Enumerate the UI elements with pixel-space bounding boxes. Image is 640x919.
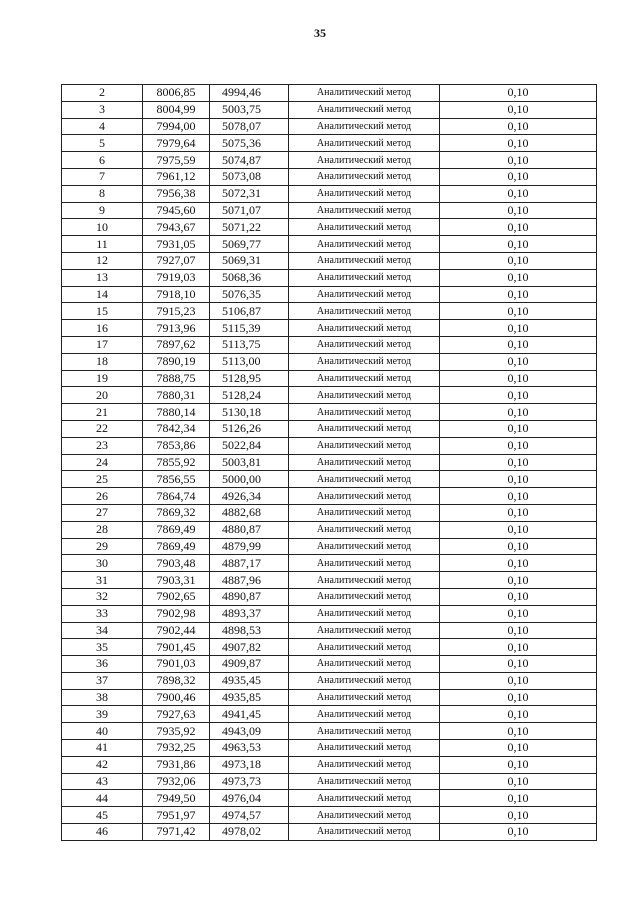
x-coordinate-cell: 7943,67	[143, 219, 210, 236]
accuracy-cell: 0,10	[440, 269, 597, 286]
accuracy-cell: 0,10	[440, 286, 597, 303]
accuracy-cell: 0,10	[440, 504, 597, 521]
table-row	[62, 420, 597, 437]
x-coordinate-cell: 7869,32	[143, 504, 210, 521]
accuracy-cell: 0,10	[440, 672, 597, 689]
point-number-cell: 13	[62, 269, 143, 286]
x-coordinate-cell: 7935,92	[143, 723, 210, 740]
accuracy-cell: 0,10	[440, 488, 597, 505]
method-cell: Аналитический метод	[289, 572, 440, 589]
y-coordinate-cell: 4882,68	[210, 504, 289, 521]
point-number-cell: 16	[62, 320, 143, 337]
table-row	[62, 370, 597, 387]
table-row	[62, 756, 597, 773]
y-coordinate-cell: 4973,73	[210, 773, 289, 790]
y-coordinate-cell: 5126,26	[210, 420, 289, 437]
x-coordinate-cell: 7931,86	[143, 756, 210, 773]
y-coordinate-cell: 5069,77	[210, 236, 289, 253]
point-number-cell: 35	[62, 639, 143, 656]
point-number-cell: 44	[62, 790, 143, 807]
x-coordinate-cell: 7864,74	[143, 488, 210, 505]
accuracy-cell: 0,10	[440, 370, 597, 387]
x-coordinate-cell: 7927,07	[143, 252, 210, 269]
y-coordinate-cell: 4976,04	[210, 790, 289, 807]
point-number-cell: 7	[62, 168, 143, 185]
x-coordinate-cell: 7842,34	[143, 420, 210, 437]
method-cell: Аналитический метод	[289, 252, 440, 269]
y-coordinate-cell: 5000,00	[210, 471, 289, 488]
point-number-cell: 24	[62, 454, 143, 471]
accuracy-cell: 0,10	[440, 236, 597, 253]
table-row	[62, 135, 597, 152]
accuracy-cell: 0,10	[440, 320, 597, 337]
method-cell: Аналитический метод	[289, 807, 440, 824]
point-number-cell: 40	[62, 723, 143, 740]
accuracy-cell: 0,10	[440, 387, 597, 404]
y-coordinate-cell: 4898,53	[210, 622, 289, 639]
accuracy-cell: 0,10	[440, 689, 597, 706]
method-cell: Аналитический метод	[289, 202, 440, 219]
point-number-cell: 26	[62, 488, 143, 505]
x-coordinate-cell: 7890,19	[143, 353, 210, 370]
method-cell: Аналитический метод	[289, 672, 440, 689]
method-cell: Аналитический метод	[289, 101, 440, 118]
point-number-cell: 32	[62, 588, 143, 605]
method-cell: Аналитический метод	[289, 85, 440, 102]
method-cell: Аналитический метод	[289, 605, 440, 622]
method-cell: Аналитический метод	[289, 168, 440, 185]
x-coordinate-cell: 7853,86	[143, 437, 210, 454]
point-number-cell: 29	[62, 538, 143, 555]
table-row	[62, 723, 597, 740]
y-coordinate-cell: 4943,09	[210, 723, 289, 740]
y-coordinate-cell: 4887,17	[210, 555, 289, 572]
accuracy-cell: 0,10	[440, 85, 597, 102]
method-cell: Аналитический метод	[289, 387, 440, 404]
accuracy-cell: 0,10	[440, 336, 597, 353]
table-row	[62, 404, 597, 421]
table-row	[62, 521, 597, 538]
table-row	[62, 588, 597, 605]
table-row	[62, 336, 597, 353]
x-coordinate-cell: 7897,62	[143, 336, 210, 353]
table-row	[62, 101, 597, 118]
method-cell: Аналитический метод	[289, 135, 440, 152]
x-coordinate-cell: 7961,12	[143, 168, 210, 185]
point-number-cell: 10	[62, 219, 143, 236]
point-number-cell: 31	[62, 572, 143, 589]
method-cell: Аналитический метод	[289, 336, 440, 353]
table-row	[62, 236, 597, 253]
accuracy-cell: 0,10	[440, 588, 597, 605]
table-row	[62, 118, 597, 135]
point-number-cell: 33	[62, 605, 143, 622]
accuracy-cell: 0,10	[440, 740, 597, 757]
x-coordinate-cell: 7918,10	[143, 286, 210, 303]
table-row	[62, 471, 597, 488]
accuracy-cell: 0,10	[440, 656, 597, 673]
coordinates-table-body	[62, 85, 597, 841]
accuracy-cell: 0,10	[440, 101, 597, 118]
table-row	[62, 286, 597, 303]
x-coordinate-cell: 7994,00	[143, 118, 210, 135]
method-cell: Аналитический метод	[289, 236, 440, 253]
x-coordinate-cell: 7915,23	[143, 303, 210, 320]
y-coordinate-cell: 5106,87	[210, 303, 289, 320]
point-number-cell: 17	[62, 336, 143, 353]
table-row	[62, 807, 597, 824]
method-cell: Аналитический метод	[289, 437, 440, 454]
point-number-cell: 45	[62, 807, 143, 824]
y-coordinate-cell: 5071,07	[210, 202, 289, 219]
point-number-cell: 39	[62, 706, 143, 723]
method-cell: Аналитический метод	[289, 706, 440, 723]
y-coordinate-cell: 5128,24	[210, 387, 289, 404]
point-number-cell: 27	[62, 504, 143, 521]
table-row	[62, 252, 597, 269]
table-row	[62, 269, 597, 286]
y-coordinate-cell: 4909,87	[210, 656, 289, 673]
x-coordinate-cell: 7927,63	[143, 706, 210, 723]
accuracy-cell: 0,10	[440, 303, 597, 320]
y-coordinate-cell: 5071,22	[210, 219, 289, 236]
x-coordinate-cell: 7951,97	[143, 807, 210, 824]
accuracy-cell: 0,10	[440, 790, 597, 807]
x-coordinate-cell: 7869,49	[143, 521, 210, 538]
accuracy-cell: 0,10	[440, 437, 597, 454]
method-cell: Аналитический метод	[289, 320, 440, 337]
accuracy-cell: 0,10	[440, 118, 597, 135]
point-number-cell: 46	[62, 824, 143, 841]
point-number-cell: 30	[62, 555, 143, 572]
table-row	[62, 538, 597, 555]
accuracy-cell: 0,10	[440, 152, 597, 169]
accuracy-cell: 0,10	[440, 639, 597, 656]
y-coordinate-cell: 5073,08	[210, 168, 289, 185]
point-number-cell: 9	[62, 202, 143, 219]
y-coordinate-cell: 4880,87	[210, 521, 289, 538]
point-number-cell: 28	[62, 521, 143, 538]
table-row	[62, 824, 597, 841]
y-coordinate-cell: 4893,37	[210, 605, 289, 622]
method-cell: Аналитический метод	[289, 588, 440, 605]
y-coordinate-cell: 4887,96	[210, 572, 289, 589]
table-row	[62, 656, 597, 673]
method-cell: Аналитический метод	[289, 504, 440, 521]
table-row	[62, 353, 597, 370]
table-row	[62, 740, 597, 757]
y-coordinate-cell: 5022,84	[210, 437, 289, 454]
table-row	[62, 202, 597, 219]
point-number-cell: 34	[62, 622, 143, 639]
point-number-cell: 14	[62, 286, 143, 303]
accuracy-cell: 0,10	[440, 521, 597, 538]
point-number-cell: 18	[62, 353, 143, 370]
accuracy-cell: 0,10	[440, 185, 597, 202]
point-number-cell: 43	[62, 773, 143, 790]
table-row	[62, 185, 597, 202]
accuracy-cell: 0,10	[440, 807, 597, 824]
accuracy-cell: 0,10	[440, 773, 597, 790]
x-coordinate-cell: 7880,31	[143, 387, 210, 404]
table-row	[62, 168, 597, 185]
method-cell: Аналитический метод	[289, 538, 440, 555]
method-cell: Аналитический метод	[289, 303, 440, 320]
method-cell: Аналитический метод	[289, 656, 440, 673]
page-number: 35	[314, 26, 326, 40]
x-coordinate-cell: 7898,32	[143, 672, 210, 689]
y-coordinate-cell: 5113,75	[210, 336, 289, 353]
point-number-cell: 2	[62, 85, 143, 102]
method-cell: Аналитический метод	[289, 152, 440, 169]
accuracy-cell: 0,10	[440, 454, 597, 471]
x-coordinate-cell: 7903,31	[143, 572, 210, 589]
accuracy-cell: 0,10	[440, 168, 597, 185]
y-coordinate-cell: 5003,75	[210, 101, 289, 118]
x-coordinate-cell: 7931,05	[143, 236, 210, 253]
y-coordinate-cell: 4935,85	[210, 689, 289, 706]
table-row	[62, 437, 597, 454]
point-number-cell: 5	[62, 135, 143, 152]
y-coordinate-cell: 5113,00	[210, 353, 289, 370]
table-row	[62, 555, 597, 572]
point-number-cell: 38	[62, 689, 143, 706]
x-coordinate-cell: 7932,06	[143, 773, 210, 790]
accuracy-cell: 0,10	[440, 404, 597, 421]
x-coordinate-cell: 7903,48	[143, 555, 210, 572]
y-coordinate-cell: 5069,31	[210, 252, 289, 269]
accuracy-cell: 0,10	[440, 135, 597, 152]
point-number-cell: 15	[62, 303, 143, 320]
table-row	[62, 488, 597, 505]
table-row	[62, 622, 597, 639]
accuracy-cell: 0,10	[440, 538, 597, 555]
method-cell: Аналитический метод	[289, 420, 440, 437]
point-number-cell: 20	[62, 387, 143, 404]
method-cell: Аналитический метод	[289, 118, 440, 135]
table-row	[62, 219, 597, 236]
x-coordinate-cell: 7902,44	[143, 622, 210, 639]
method-cell: Аналитический метод	[289, 622, 440, 639]
x-coordinate-cell: 7975,59	[143, 152, 210, 169]
x-coordinate-cell: 8006,85	[143, 85, 210, 102]
y-coordinate-cell: 5074,87	[210, 152, 289, 169]
table-row	[62, 320, 597, 337]
point-number-cell: 11	[62, 236, 143, 253]
method-cell: Аналитический метод	[289, 488, 440, 505]
table-row	[62, 85, 597, 102]
accuracy-cell: 0,10	[440, 756, 597, 773]
accuracy-cell: 0,10	[440, 572, 597, 589]
y-coordinate-cell: 5072,31	[210, 185, 289, 202]
y-coordinate-cell: 4978,02	[210, 824, 289, 841]
method-cell: Аналитический метод	[289, 219, 440, 236]
accuracy-cell: 0,10	[440, 471, 597, 488]
point-number-cell: 41	[62, 740, 143, 757]
y-coordinate-cell: 4907,82	[210, 639, 289, 656]
table-row	[62, 387, 597, 404]
x-coordinate-cell: 7956,38	[143, 185, 210, 202]
method-cell: Аналитический метод	[289, 185, 440, 202]
method-cell: Аналитический метод	[289, 454, 440, 471]
x-coordinate-cell: 7888,75	[143, 370, 210, 387]
x-coordinate-cell: 8004,99	[143, 101, 210, 118]
x-coordinate-cell: 7919,03	[143, 269, 210, 286]
point-number-cell: 12	[62, 252, 143, 269]
method-cell: Аналитический метод	[289, 639, 440, 656]
table-row	[62, 790, 597, 807]
y-coordinate-cell: 4963,53	[210, 740, 289, 757]
x-coordinate-cell: 7856,55	[143, 471, 210, 488]
method-cell: Аналитический метод	[289, 555, 440, 572]
table-row	[62, 689, 597, 706]
accuracy-cell: 0,10	[440, 420, 597, 437]
table-row	[62, 672, 597, 689]
y-coordinate-cell: 4994,46	[210, 85, 289, 102]
table-row	[62, 152, 597, 169]
accuracy-cell: 0,10	[440, 219, 597, 236]
x-coordinate-cell: 7869,49	[143, 538, 210, 555]
accuracy-cell: 0,10	[440, 622, 597, 639]
y-coordinate-cell: 4973,18	[210, 756, 289, 773]
method-cell: Аналитический метод	[289, 286, 440, 303]
table-row	[62, 454, 597, 471]
method-cell: Аналитический метод	[289, 353, 440, 370]
x-coordinate-cell: 7932,25	[143, 740, 210, 757]
point-number-cell: 21	[62, 404, 143, 421]
method-cell: Аналитический метод	[289, 689, 440, 706]
method-cell: Аналитический метод	[289, 773, 440, 790]
y-coordinate-cell: 5130,18	[210, 404, 289, 421]
y-coordinate-cell: 5003,81	[210, 454, 289, 471]
table-row	[62, 605, 597, 622]
accuracy-cell: 0,10	[440, 555, 597, 572]
y-coordinate-cell: 5078,07	[210, 118, 289, 135]
method-cell: Аналитический метод	[289, 370, 440, 387]
point-number-cell: 37	[62, 672, 143, 689]
accuracy-cell: 0,10	[440, 353, 597, 370]
x-coordinate-cell: 7945,60	[143, 202, 210, 219]
accuracy-cell: 0,10	[440, 605, 597, 622]
x-coordinate-cell: 7880,14	[143, 404, 210, 421]
table-row	[62, 773, 597, 790]
x-coordinate-cell: 7900,46	[143, 689, 210, 706]
y-coordinate-cell: 4974,57	[210, 807, 289, 824]
table-row	[62, 303, 597, 320]
method-cell: Аналитический метод	[289, 824, 440, 841]
table-row	[62, 706, 597, 723]
y-coordinate-cell: 5068,36	[210, 269, 289, 286]
x-coordinate-cell: 7855,92	[143, 454, 210, 471]
table-row	[62, 504, 597, 521]
point-number-cell: 23	[62, 437, 143, 454]
x-coordinate-cell: 7901,45	[143, 639, 210, 656]
x-coordinate-cell: 7901,03	[143, 656, 210, 673]
x-coordinate-cell: 7902,65	[143, 588, 210, 605]
y-coordinate-cell: 4935,45	[210, 672, 289, 689]
x-coordinate-cell: 7902,98	[143, 605, 210, 622]
accuracy-cell: 0,10	[440, 723, 597, 740]
x-coordinate-cell: 7913,96	[143, 320, 210, 337]
y-coordinate-cell: 4890,87	[210, 588, 289, 605]
point-number-cell: 36	[62, 656, 143, 673]
point-number-cell: 22	[62, 420, 143, 437]
x-coordinate-cell: 7971,42	[143, 824, 210, 841]
method-cell: Аналитический метод	[289, 521, 440, 538]
y-coordinate-cell: 4941,45	[210, 706, 289, 723]
method-cell: Аналитический метод	[289, 740, 440, 757]
method-cell: Аналитический метод	[289, 756, 440, 773]
y-coordinate-cell: 5115,39	[210, 320, 289, 337]
point-number-cell: 4	[62, 118, 143, 135]
table-row	[62, 572, 597, 589]
y-coordinate-cell: 4926,34	[210, 488, 289, 505]
method-cell: Аналитический метод	[289, 790, 440, 807]
accuracy-cell: 0,10	[440, 202, 597, 219]
accuracy-cell: 0,10	[440, 706, 597, 723]
point-number-cell: 3	[62, 101, 143, 118]
point-number-cell: 8	[62, 185, 143, 202]
y-coordinate-cell: 5075,36	[210, 135, 289, 152]
point-number-cell: 19	[62, 370, 143, 387]
method-cell: Аналитический метод	[289, 471, 440, 488]
accuracy-cell: 0,10	[440, 252, 597, 269]
method-cell: Аналитический метод	[289, 269, 440, 286]
method-cell: Аналитический метод	[289, 723, 440, 740]
table-row	[62, 639, 597, 656]
y-coordinate-cell: 5128,95	[210, 370, 289, 387]
accuracy-cell: 0,10	[440, 824, 597, 841]
x-coordinate-cell: 7979,64	[143, 135, 210, 152]
point-number-cell: 42	[62, 756, 143, 773]
y-coordinate-cell: 5076,35	[210, 286, 289, 303]
point-number-cell: 25	[62, 471, 143, 488]
coordinates-table	[61, 84, 597, 841]
method-cell: Аналитический метод	[289, 404, 440, 421]
y-coordinate-cell: 4879,99	[210, 538, 289, 555]
point-number-cell: 6	[62, 152, 143, 169]
x-coordinate-cell: 7949,50	[143, 790, 210, 807]
